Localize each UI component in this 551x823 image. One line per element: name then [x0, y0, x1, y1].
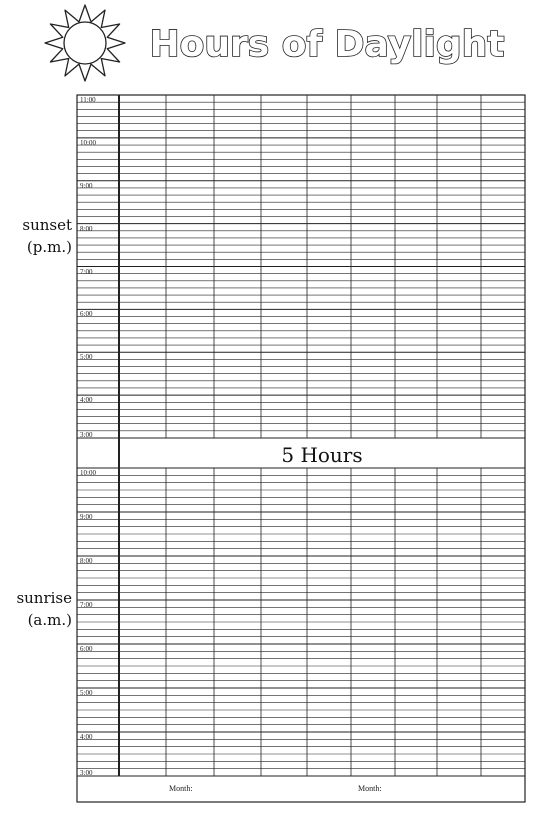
- am-time-label: 4:00: [80, 733, 93, 741]
- month-label-2: Month:: [358, 784, 382, 793]
- sunset-label-line2: (p.m.): [26, 238, 72, 256]
- sunset-label-line1: sunset: [22, 216, 72, 234]
- pm-time-label: 5:00: [80, 353, 93, 362]
- month-label-1: Month:: [169, 784, 193, 793]
- sunrise-label-line1: sunrise: [16, 589, 72, 607]
- am-time-label: 7:00: [80, 601, 93, 609]
- am-time-label: 10:00: [80, 469, 96, 477]
- pm-time-label: 3:00: [80, 431, 93, 439]
- svg-text:Hours of Daylight: Hours of Daylight: [149, 24, 505, 65]
- am-time-label: 6:00: [80, 645, 93, 653]
- sunrise-label-line2: (a.m.): [27, 611, 72, 629]
- five-hours-label: 5 Hours: [281, 443, 363, 467]
- pm-time-label: 10:00: [80, 138, 96, 147]
- pm-time-label: 7:00: [80, 267, 93, 276]
- pm-time-label: 4:00: [80, 396, 93, 405]
- pm-time-label: 6:00: [80, 310, 93, 319]
- pm-time-label: 9:00: [80, 181, 93, 190]
- am-time-label: 5:00: [80, 689, 93, 697]
- am-time-label: 3:00: [80, 769, 93, 777]
- pm-time-label: 11:00: [80, 96, 96, 104]
- am-time-label: 8:00: [80, 557, 93, 565]
- am-time-label: 9:00: [80, 513, 93, 521]
- pm-time-label: 8:00: [80, 224, 93, 233]
